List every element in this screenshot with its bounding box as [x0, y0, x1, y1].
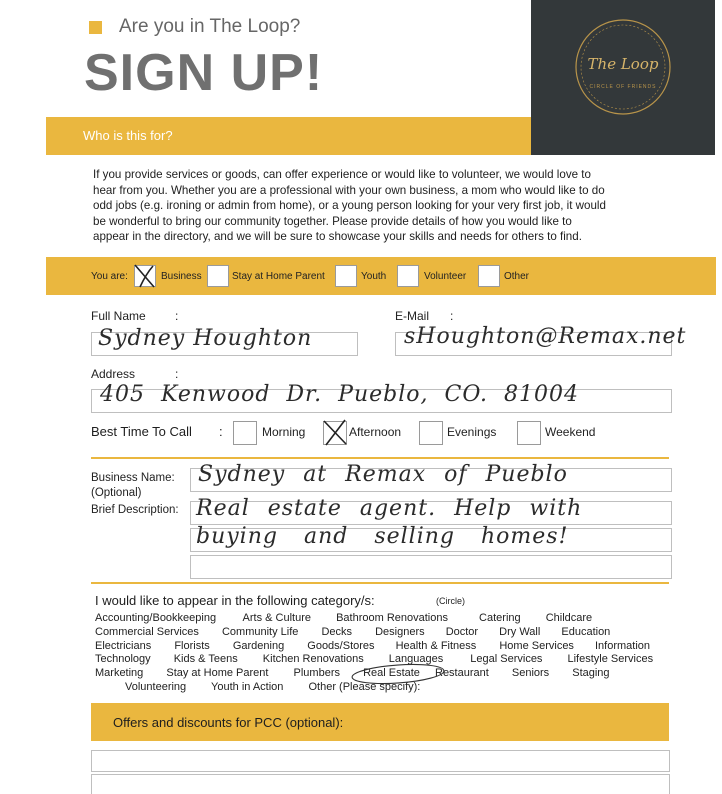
- intro-line: be wonderful to bring our community together. Please provide details of how you would like to: [93, 214, 572, 228]
- category-item[interactable]: Restaurant: [435, 667, 489, 679]
- category-item[interactable]: Legal Services: [470, 653, 543, 665]
- option-stay-at-home-parent: Stay at Home Parent: [232, 271, 325, 282]
- category-item[interactable]: Florists: [174, 640, 210, 652]
- full-name-label: Full Name: [91, 309, 146, 323]
- category-item[interactable]: Home Services: [499, 640, 574, 652]
- logo-circle-icon: [531, 0, 715, 155]
- offers-field-line-2[interactable]: [91, 774, 670, 794]
- offers-field-line-1[interactable]: [91, 750, 670, 772]
- category-item[interactable]: Education: [561, 626, 611, 638]
- intro-line: If you provide services or goods, can offer experience or would like to volunteer, we would love to: [93, 168, 591, 181]
- category-item[interactable]: Dry Wall: [499, 626, 541, 638]
- category-item[interactable]: Seniors: [511, 667, 550, 679]
- page-title: SIGN UP!: [84, 44, 324, 102]
- logo-small-text: CIRCLE OF FRIENDS: [589, 84, 657, 90]
- intro-line: hear from you. Whether you are a professional with your own business, a mom who would like to do: [93, 183, 605, 197]
- email-label: E-Mail: [395, 309, 430, 323]
- business-optional-label: (Optional): [91, 487, 142, 499]
- category-item[interactable]: Commercial Services: [95, 626, 199, 638]
- category-item[interactable]: Childcare: [545, 612, 593, 624]
- option-morning: Morning: [262, 425, 306, 439]
- who-band: [46, 117, 532, 155]
- you-are-label: You are:: [91, 271, 128, 282]
- category-item[interactable]: Youth in Action: [211, 681, 284, 693]
- tagline: Are you in The Loop?: [119, 16, 301, 37]
- offers-label: Offers and discounts for PCC (optional):: [113, 715, 344, 730]
- checkbox-evenings[interactable]: [419, 421, 443, 445]
- option-volunteer: Volunteer: [424, 271, 467, 282]
- business-name-label: Business Name:: [91, 472, 175, 484]
- category-item[interactable]: Doctor: [445, 626, 479, 638]
- category-item[interactable]: Volunteering: [125, 681, 187, 693]
- logo-panel: [531, 0, 715, 155]
- option-youth: Youth: [361, 271, 387, 282]
- best-time-colon: :: [219, 424, 223, 439]
- category-item[interactable]: Staging: [572, 667, 610, 679]
- option-other: Other: [504, 271, 530, 282]
- checkbox-weekend[interactable]: [517, 421, 541, 445]
- category-item[interactable]: Bathroom Renovations: [336, 612, 448, 624]
- option-weekend: Weekend: [545, 425, 596, 439]
- option-afternoon: Afternoon: [349, 425, 402, 439]
- category-item[interactable]: Arts & Culture: [242, 612, 312, 624]
- checkbox-other[interactable]: [478, 265, 500, 287]
- category-item[interactable]: Community Life: [221, 626, 299, 638]
- email-colon: :: [450, 309, 454, 323]
- email-value: sHoughton@Remax.net: [404, 324, 687, 349]
- category-item[interactable]: Kids & Teens: [173, 653, 238, 665]
- intro-line: appear in the directory, and we will be sure to showcase your skills and needs for others to find.: [93, 230, 582, 243]
- category-row: [95, 612, 592, 624]
- check-mark-icon: [321, 417, 349, 447]
- category-item[interactable]: Other (Please specify):: [308, 681, 421, 693]
- intro-paragraph: [93, 167, 693, 245]
- category-item[interactable]: Kitchen Renovations: [262, 653, 364, 665]
- section-divider: [91, 457, 669, 459]
- description-field-line-3[interactable]: [190, 555, 672, 579]
- description-value-line-1: Real estate agent. Help with: [196, 496, 583, 521]
- checkbox-morning[interactable]: [233, 421, 257, 445]
- category-item[interactable]: Decks: [321, 626, 353, 638]
- business-name-value: Sydney at Remax of Pueblo: [198, 462, 568, 487]
- category-item[interactable]: Languages: [388, 653, 444, 665]
- checkbox-youth[interactable]: [335, 265, 357, 287]
- category-row: [95, 626, 610, 638]
- address-colon: :: [175, 367, 179, 381]
- category-item[interactable]: Lifestyle Services: [567, 653, 654, 665]
- brief-description-label: Brief Description:: [91, 504, 179, 516]
- tagline-bullet: [89, 21, 102, 34]
- categories-heading: I would like to appear in the following category/s:: [95, 593, 375, 608]
- category-item[interactable]: Health & Fitness: [395, 640, 477, 652]
- intro-line: odd jobs (e.g. ironing or admin from home), or a young person looking for your very first job, it would: [93, 199, 606, 212]
- checkbox-volunteer[interactable]: [397, 265, 419, 287]
- option-business: Business: [161, 271, 202, 282]
- category-item[interactable]: Stay at Home Parent: [166, 667, 269, 679]
- category-item[interactable]: Electricians: [95, 640, 152, 652]
- category-item-selected[interactable]: Real Estate: [363, 667, 420, 679]
- category-item[interactable]: Plumbers: [293, 667, 340, 679]
- full-name-value: Sydney Houghton: [98, 326, 313, 351]
- who-band-label: Who is this for?: [83, 128, 173, 143]
- section-divider: [91, 582, 669, 584]
- category-item[interactable]: Designers: [375, 626, 425, 638]
- full-name-colon: :: [175, 309, 179, 323]
- address-value: 405 Kenwood Dr. Pueblo, CO. 81004: [100, 382, 580, 407]
- category-item[interactable]: Catering: [479, 612, 521, 624]
- description-value-line-2: buying and selling homes!: [196, 524, 569, 549]
- checkbox-stay-at-home-parent[interactable]: [207, 265, 229, 287]
- address-label: Address: [91, 367, 136, 381]
- categories-circle-note: (Circle): [436, 596, 465, 606]
- check-mark-icon: [132, 262, 158, 290]
- best-time-label: Best Time To Call: [91, 424, 192, 439]
- selection-circle-icon: [350, 660, 450, 690]
- category-row: [95, 640, 650, 652]
- category-item[interactable]: Goods/Stores: [307, 640, 375, 652]
- category-item[interactable]: Information: [595, 640, 651, 652]
- logo-name: The Loop: [587, 55, 659, 73]
- category-item[interactable]: Technology: [95, 653, 151, 665]
- category-item[interactable]: Gardening: [232, 640, 285, 652]
- category-item[interactable]: Accounting/Bookkeeping: [95, 612, 217, 624]
- option-evenings: Evenings: [447, 425, 497, 439]
- category-item[interactable]: Marketing: [95, 667, 144, 679]
